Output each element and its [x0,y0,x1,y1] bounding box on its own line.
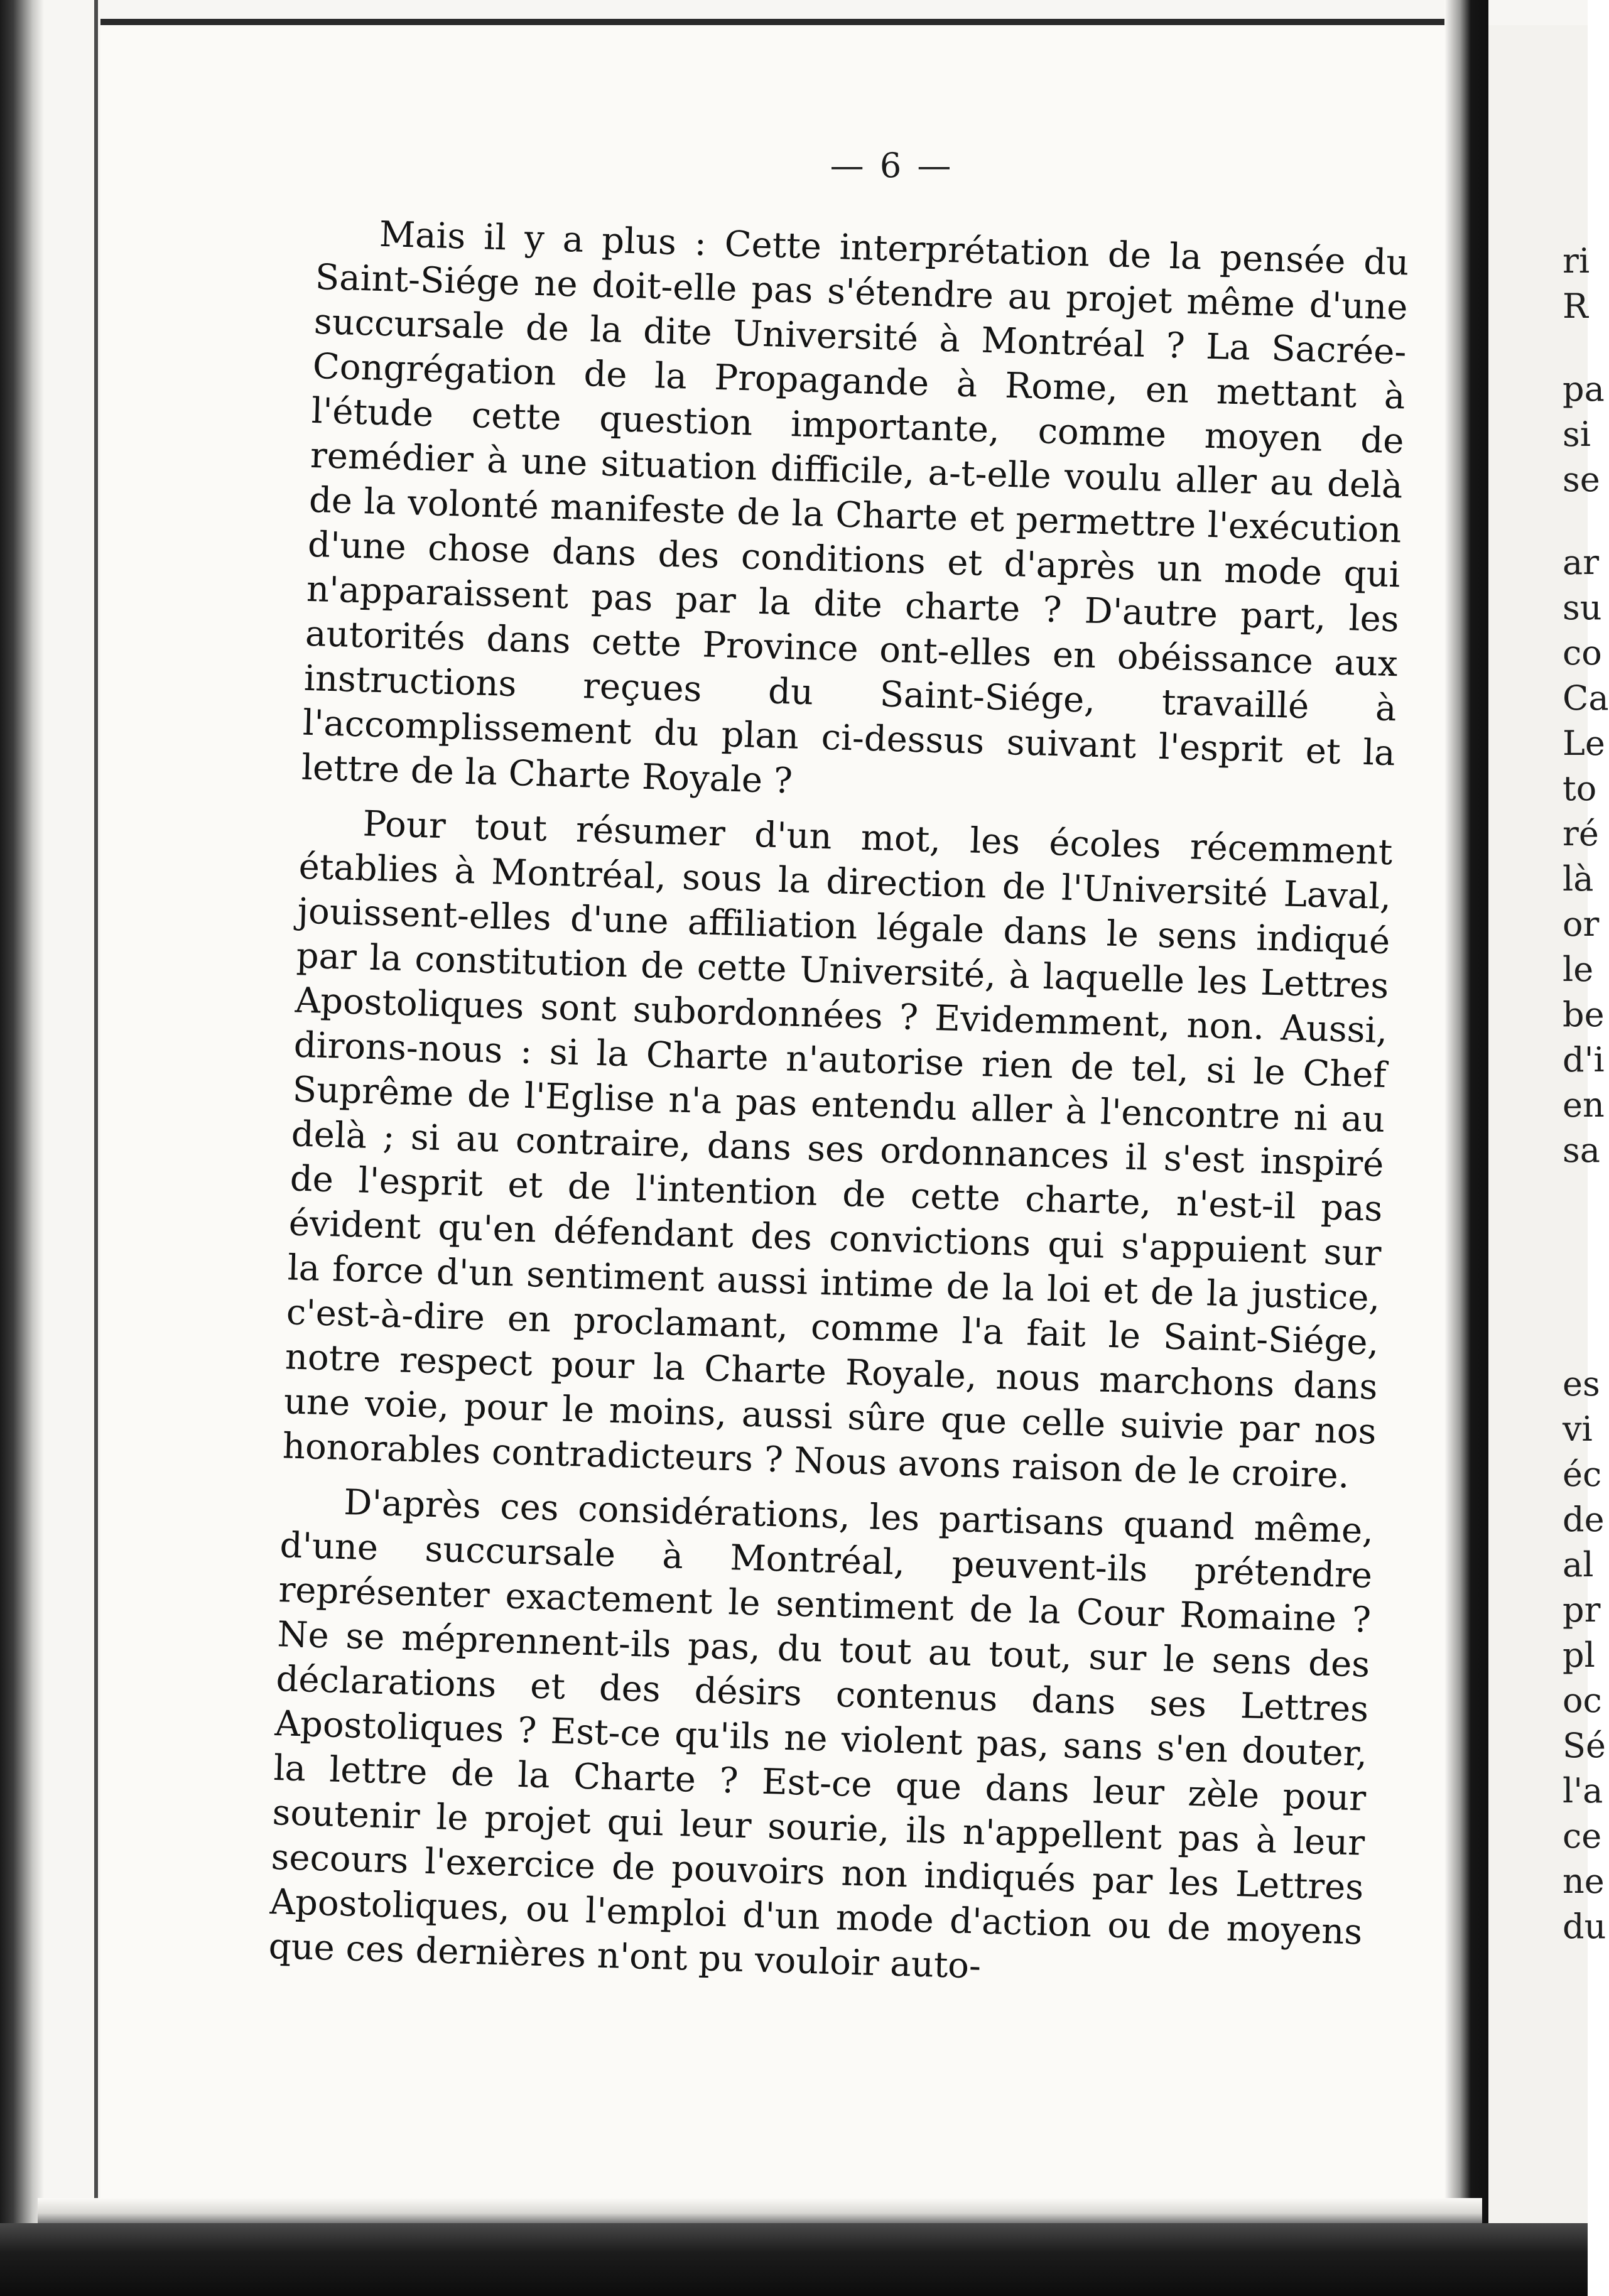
facing-page-fragment: se [1563,460,1600,499]
facing-page-fragment: Le [1563,723,1605,763]
facing-page-fragment: le [1563,950,1594,989]
facing-page-fragment: de [1563,1500,1605,1539]
paragraph-1: Mais il y a plus : Cette interprétation de la pensée du Saint-Siége ne doit-elle pas s'étendre au projet même d'une succursale de la dite Université à Montréal ? La Sacrée-Congrégation de la Propagande à Rome, en mettant à l'étude cette question importante, comme moyen de remédier à une situation difficile, a-t-elle voulu aller au delà de la volonté manifeste de la Charte et permettre l'exécution d'une chose dans des conditions et d'après un mode qui n'apparaissent pas par la dite charte ? D'autre part, les autorités dans cette Province ont-elles en obéissance aux instructions reçues du Saint-Siége, travaillé à l'accomplissement du plan ci-dessus suivant l'esprit et la lettre de la Charte Royale ? [301,214,1410,802]
facing-page-fragment: oc [1563,1681,1602,1720]
fragment-gap [1563,1324,1588,1362]
facing-page-fragment: es [1563,1364,1600,1404]
left-binding-shadow [0,0,44,2296]
page-body [268,210,1410,1999]
fragment-gap [1563,1211,1588,1248]
facing-page-fragment: d'i [1563,1040,1605,1080]
facing-page-fragment: pr [1563,1590,1601,1630]
bottom-shadow-band [0,2223,1588,2296]
facing-page-fragment: to [1563,769,1597,808]
facing-page-fragment: co [1563,633,1602,673]
left-page-edge [94,0,98,2223]
facing-page-fragment: Sé [1563,1726,1606,1765]
facing-page-fragment: là [1563,859,1594,899]
facing-page-text-fragments [1563,239,1609,1949]
page-number: — 6 — [830,146,954,185]
facing-page-fragment: be [1563,995,1605,1034]
fragment-gap [1563,1248,1588,1286]
paragraph-3: D'après ces considérations, les partisans quand même, d'une succursale à Montréal, peuvent-ils prétendre représenter exactement le sentiment de la Cour Romaine ? Ne se méprennent-ils pas, du tout au tout, sur le sens des déclarations et des désirs contenus dans ses Lettres Apostoliques ? Est-ce qu'ils ne violent pas, sans s'en douter, la lettre de la Charte ? Est-ce que dans leur zèle pour soutenir le projet qui leur sourie, ils n'appellent pas à leur secours l'exercice de pouvoirs non indiqués par les Lettres Apostoliques, ou l'emploi d'un mode d'action ou de moyens que ces dernières n'ont pu vouloir auto- [268,1482,1374,1987]
facing-page-fragment: Ca [1563,678,1609,718]
facing-page-fragment: l'a [1563,1771,1603,1811]
facing-page-fragment: si [1563,414,1591,454]
facing-page-fragment: vi [1563,1409,1593,1449]
facing-page-fragment: en [1563,1085,1605,1125]
facing-page-fragment: ne [1563,1861,1605,1901]
paragraph-2: Pour tout résumer d'un mot, les écoles récemment établies à Montréal, sous la direction de l'Université Laval, jouissent-elles d'une affiliation légale dans le sens indiqué par la constitution de cette Université, à laquelle les Lettres Apostoliques sont subordonnées ? Evidemment, non. Aussi, dirons-nous : si la Charte n'autorise rien de tel, si le Chef Suprême de l'Eglise n'a pas entendu aller à l'encontre ni au delà ; si au contraire, dans ses ordonnances il s'est inspiré de l'esprit et de l'intention de cette charte, n'est-il pas évident qu'en défendant des convictions qui s'appuient sur la force d'un sentiment aussi intime de la loi et de la justice, c'est-à-dire en proclamant, comme l'a fait le Saint-Siége, notre respect pour la Charte Royale, nous marchons dans une voie, pour le moins, aussi sûre que celle suivie par nos honorables contradicteurs ? Nous avons raison de le croire. [282,803,1394,1497]
facing-page-fragment: pa [1563,369,1605,409]
fragment-gap [1563,502,1588,540]
page-bottom-edge [38,2198,1482,2223]
facing-page-fragment: su [1563,588,1602,627]
facing-page-fragment: ce [1563,1816,1602,1856]
fragment-gap [1563,1173,1588,1211]
facing-page-fragment: ri [1563,241,1590,281]
spine-shadow [1444,0,1488,2296]
facing-page-fragment: sa [1563,1130,1600,1170]
facing-page-fragment: al [1563,1545,1594,1584]
facing-page-fragment: ré [1563,814,1599,853]
fragment-gap [1563,1286,1588,1324]
facing-page-fragment: ar [1563,543,1600,582]
facing-page-fragment: or [1563,904,1600,944]
fragment-gap [1563,329,1588,367]
facing-page-fragment: éc [1563,1454,1602,1494]
facing-page-fragment: pl [1563,1635,1595,1675]
facing-page-fragment: du [1563,1907,1606,1946]
facing-page-fragment: R [1563,286,1588,326]
